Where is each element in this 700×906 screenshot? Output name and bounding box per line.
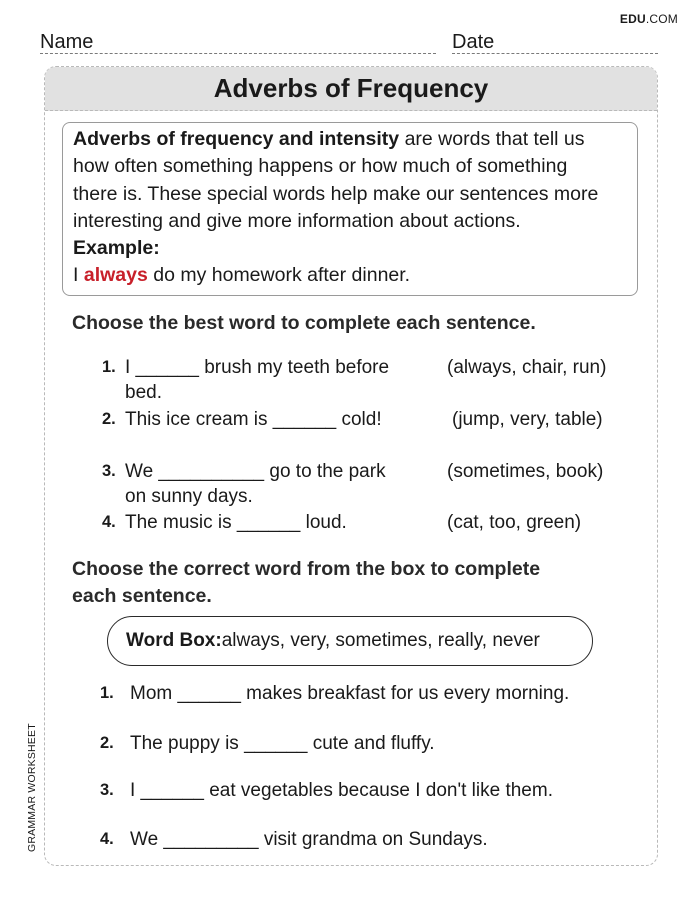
s2-item-3-text[interactable]: I ______ eat vegetables because I don't like them. xyxy=(130,780,553,801)
name-label: Name xyxy=(40,31,94,53)
s1-item-1-line1[interactable]: I ______ brush my teeth before xyxy=(125,357,390,378)
edu-logo xyxy=(620,12,678,26)
example-highlight-word: always xyxy=(83,264,148,287)
s2-item-4-text[interactable]: We _________ visit grandma on Sundays. xyxy=(130,829,488,850)
s1-item-4-line1[interactable]: The music is ______ loud. xyxy=(125,512,347,533)
s1-item-1-line2: bed. xyxy=(125,382,162,403)
logo-suffix: .COM xyxy=(645,12,678,26)
s1-item-1-options: (always, chair, run) xyxy=(447,357,607,378)
word-box-label: Word Box: xyxy=(126,630,222,651)
s2-item-3-number: 3. xyxy=(100,781,114,799)
s1-item-4-options: (cat, too, green) xyxy=(447,512,582,533)
example-label: Example: xyxy=(73,237,160,260)
s1-item-3-line1[interactable]: We __________ go to the park xyxy=(125,461,386,482)
s2-item-2-number: 2. xyxy=(100,734,114,752)
intro-line-1 xyxy=(73,126,627,153)
side-label: GRAMMAR WORKSHEET xyxy=(26,723,38,852)
word-box xyxy=(107,616,593,666)
section2-heading-line1: Choose the correct word from the box to complete xyxy=(72,558,541,580)
s1-item-4-number: 4. xyxy=(102,513,116,531)
intro-line-3: there is. These special words help make our sentences more xyxy=(73,182,599,205)
section1-heading: Choose the best word to complete each sentence. xyxy=(72,312,536,334)
section2-heading-line2: each sentence. xyxy=(72,585,212,607)
s2-item-2-text[interactable]: The puppy is ______ cute and fluffy. xyxy=(130,733,435,754)
title-bar xyxy=(45,67,657,111)
intro-box xyxy=(62,122,638,296)
name-field[interactable] xyxy=(40,30,436,54)
example-pre: I xyxy=(73,264,84,287)
s1-item-2-number: 2. xyxy=(102,410,116,428)
intro-bold-lead: Adverbs of frequency and intensity xyxy=(73,128,400,150)
s2-item-1-number: 1. xyxy=(100,684,114,702)
date-label: Date xyxy=(452,31,495,53)
s1-item-3-options: (sometimes, book) xyxy=(447,461,604,482)
intro-line-1-rest: are words that tell us xyxy=(399,128,585,150)
s1-item-1-number: 1. xyxy=(102,358,116,376)
word-box-words: always, very, sometimes, really, never xyxy=(221,630,540,651)
s1-item-3-line2: on sunny days. xyxy=(125,486,253,507)
s2-item-1-text[interactable]: Mom ______ makes breakfast for us every morning. xyxy=(130,683,570,704)
s2-item-4-number: 4. xyxy=(100,830,114,848)
page-title: Adverbs of Frequency xyxy=(213,73,489,103)
s1-item-2-options: (jump, very, table) xyxy=(452,409,603,430)
s1-item-2-line1[interactable]: This ice cream is ______ cold! xyxy=(125,409,382,430)
example-post: do my homework after dinner. xyxy=(147,264,411,287)
logo-brand: EDU xyxy=(619,12,646,26)
example-sentence xyxy=(73,262,627,289)
intro-line-4: interesting and give more information about actions. xyxy=(73,209,521,232)
s1-item-3-number: 3. xyxy=(102,462,116,480)
date-field[interactable] xyxy=(452,30,658,54)
intro-line-2: how often something happens or how much of something xyxy=(73,155,568,178)
